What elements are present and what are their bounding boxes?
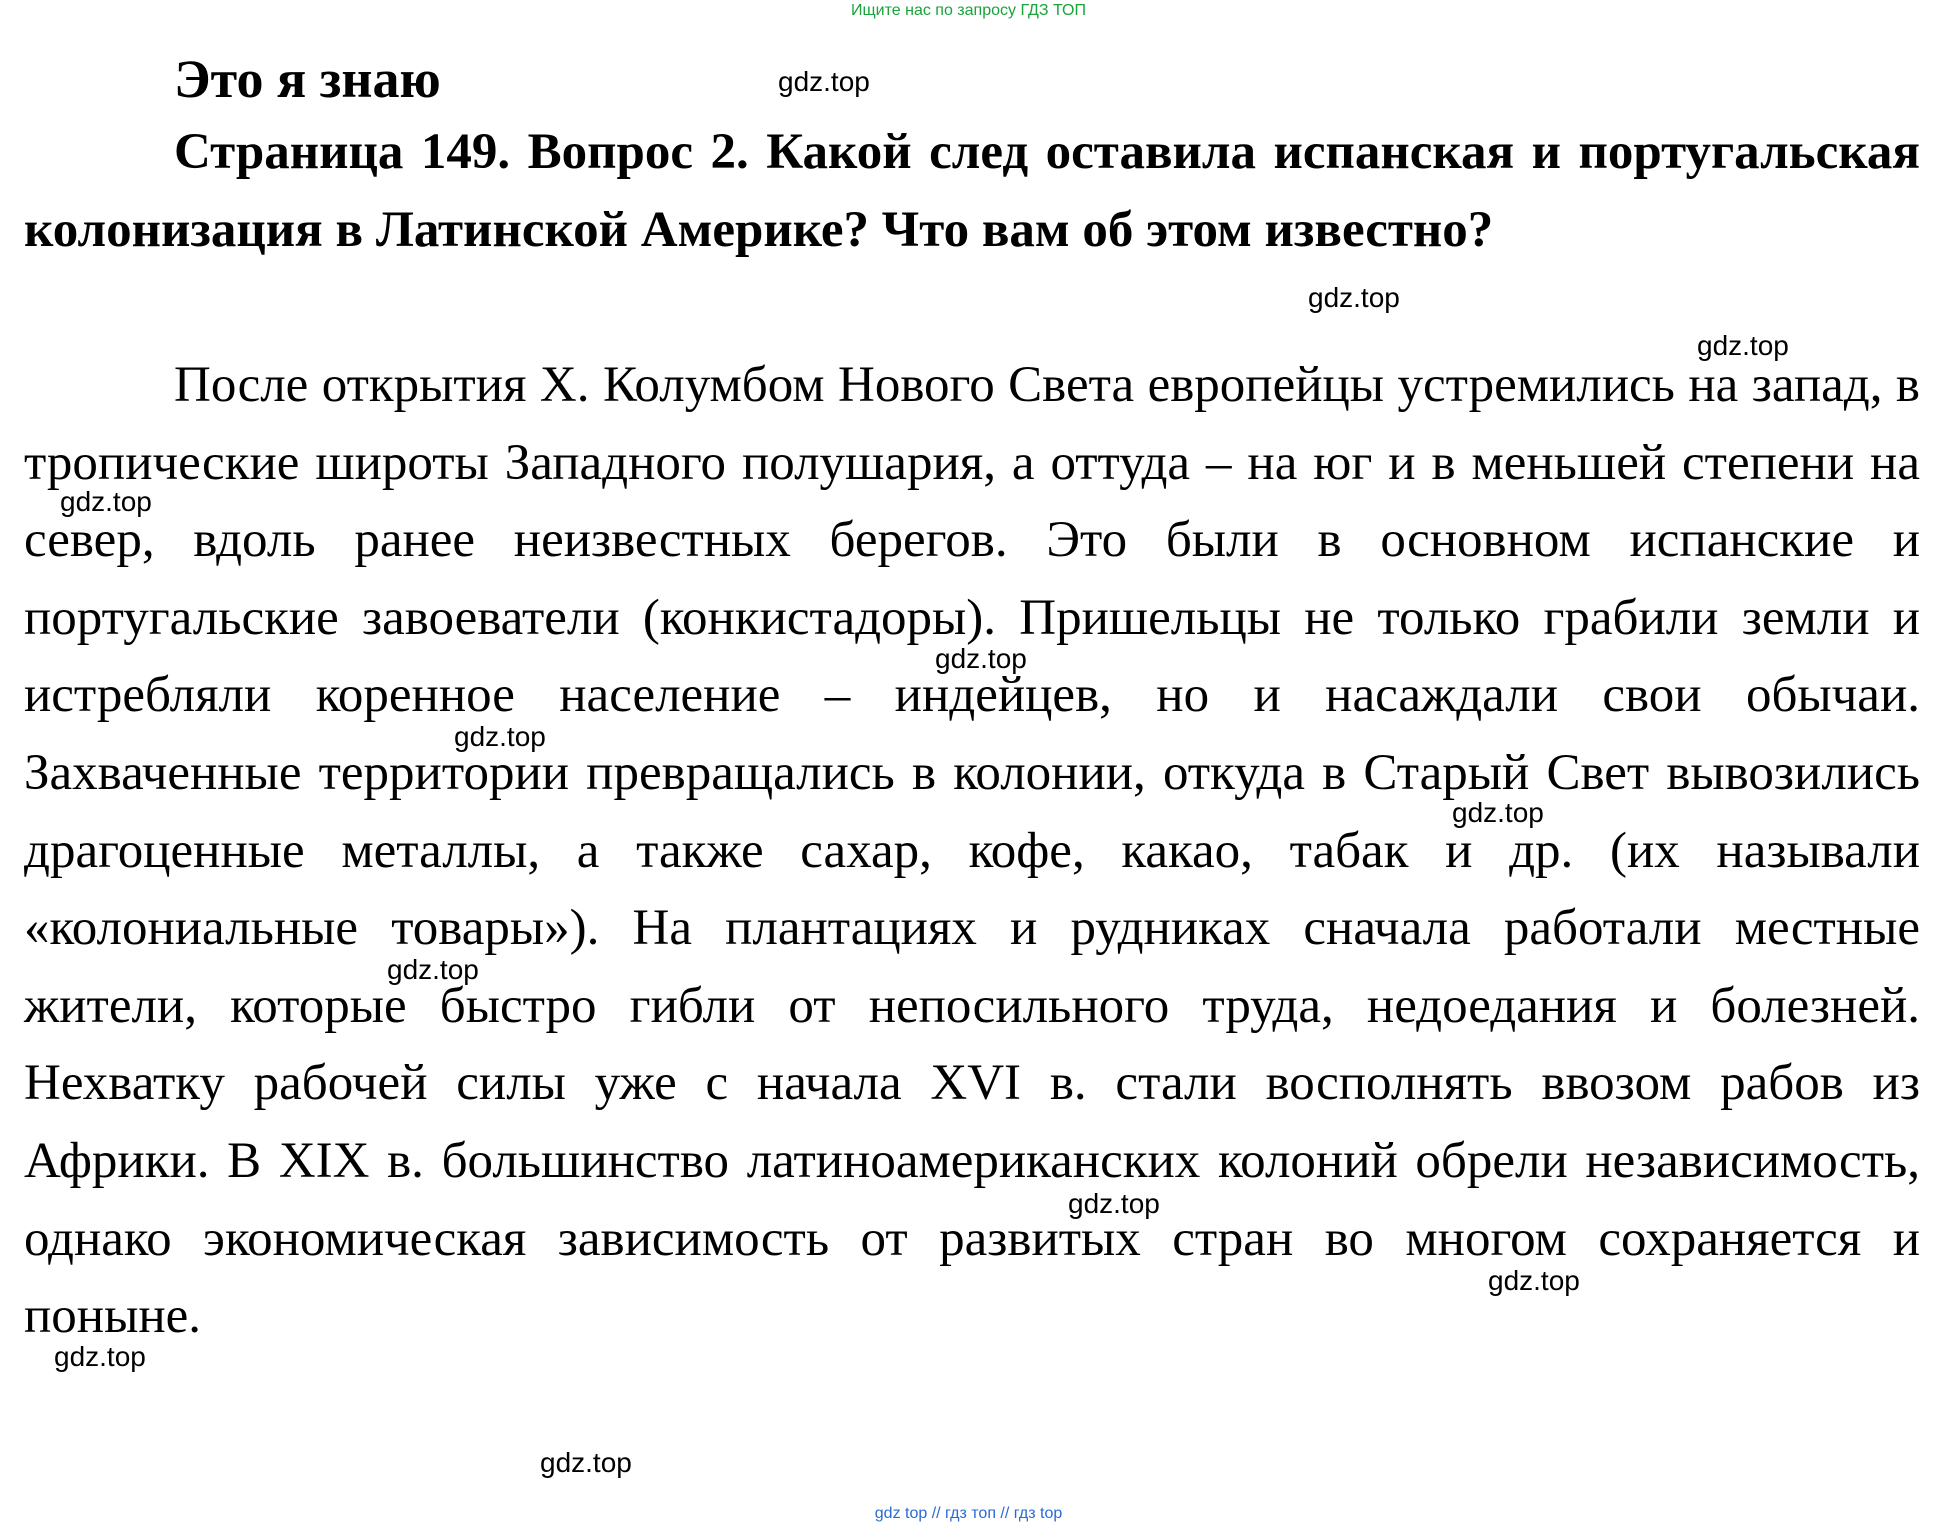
watermark: gdz.top <box>1452 797 1544 828</box>
watermark: gdz.top <box>60 486 152 517</box>
watermark: gdz.top <box>778 66 870 97</box>
question-heading: Страница 149. Вопрос 2. Какой след оставила испанская и португальская колонизация в Латинской Америке? Что вам об этом известно? <box>24 124 1920 258</box>
section-title: Это я знаю <box>174 49 441 109</box>
answer-paragraph: После открытия X. Колумбом Нового Света европейцы устремились на запад, в тропические широты Западного полушария, а оттуда – на юг и в меньшей степени на север, вдоль ранее неизвестных берегов. Это были в основном испанские и португальские завоеватели (конкистадоры). Пришельцы не только грабили земли и истребляли коренное население – индейцев, но и насаждали свои обычаи. Захваченные территории превращались в колонии, откуда в Старый Свет вывозились драгоценные металлы, а также сахар, кофе, какао, табак и др. (их называли «колониальные товары»). На плантациях и рудниках сначала работали местные жители, которые быстро гибли от непосильного труда, недоедания и болезней. Нехватку рабочей силы уже с начала XVI в. стали восполнять ввозом рабов из Африки. В XIX в. большинство латиноамериканских колоний обрели независимость, однако экономическая зависимость от развитых стран во многом сохраняется и поныне. <box>24 357 1920 1345</box>
watermark: gdz.top <box>1308 282 1400 313</box>
watermark: gdz.top <box>935 643 1027 674</box>
header-banner-link[interactable]: Ищите нас по запросу ГДЗ ТОП <box>851 2 1086 19</box>
watermark: gdz.top <box>540 1447 632 1478</box>
footer-banner-link[interactable]: gdz top // гдз топ // гдз top <box>874 1505 1063 1522</box>
watermark: gdz.top <box>387 954 479 985</box>
watermark: gdz.top <box>1697 330 1789 361</box>
watermark: gdz.top <box>1068 1188 1160 1219</box>
watermark: gdz.top <box>454 721 546 752</box>
watermark: gdz.top <box>54 1341 146 1372</box>
watermark: gdz.top <box>1488 1265 1580 1296</box>
